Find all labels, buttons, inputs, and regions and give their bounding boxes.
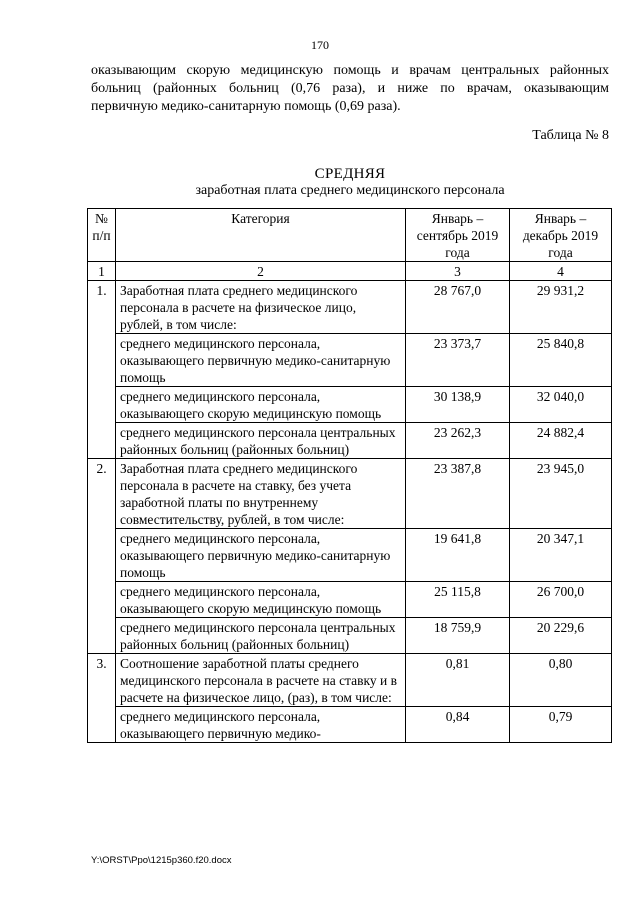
header-jan-sep: Январь – сентябрь 2019 года	[406, 209, 510, 262]
column-number: 1	[88, 262, 116, 281]
column-number: 4	[510, 262, 612, 281]
row-category: среднего медицинского персонала центральных районных больниц (районных больниц)	[116, 618, 406, 654]
salary-table	[87, 208, 612, 743]
table-subtitle: заработная плата среднего медицинского персонала	[195, 183, 505, 198]
row-category: Соотношение заработной платы среднего медицинского персонала в расчете на ставку и в расчете на физическое лицо, (раз), в том числе:	[116, 654, 406, 707]
row-category: Заработная плата среднего медицинского персонала в расчете на физическое лицо, рублей, в том числе:	[116, 281, 406, 334]
row-category: среднего медицинского персонала, оказывающего скорую медицинскую помощь	[116, 582, 406, 618]
table-row	[88, 423, 612, 459]
table-row	[88, 707, 612, 743]
row-category: среднего медицинского персонала, оказывающего скорую медицинскую помощь	[116, 387, 406, 423]
row-value-jan-sep: 19 641,8	[406, 529, 510, 582]
column-number-row	[88, 262, 612, 281]
row-category: Заработная плата среднего медицинского персонала в расчете на ставку, без учета заработной платы по внутреннему совместительству, рублей, в том числе:	[116, 459, 406, 529]
table-label: Таблица № 8	[532, 128, 609, 143]
row-category: среднего медицинского персонала центральных районных больниц (районных больниц)	[116, 423, 406, 459]
column-number: 2	[116, 262, 406, 281]
row-value-jan-sep: 23 387,8	[406, 459, 510, 529]
file-path-footer: Y:\ORST\Ppo\1215p360.f20.docx	[91, 855, 232, 866]
intro-line: больниц (районных больниц (0,76 раза), и ниже по врачам, оказывающим	[91, 81, 609, 96]
row-value-jan-dec: 23 945,0	[510, 459, 612, 529]
row-category: среднего медицинского персонала, оказывающего первичную медико-санитарную помощь	[116, 334, 406, 387]
table-row	[88, 281, 612, 334]
intro-line: оказывающим скорую медицинскую помощь и врачам центральных районных	[91, 63, 609, 78]
header-row	[88, 209, 612, 262]
table-header	[88, 209, 612, 281]
table-row	[88, 654, 612, 707]
row-value-jan-dec: 0,80	[510, 654, 612, 707]
table-title: СРЕДНЯЯ	[314, 166, 386, 182]
row-value-jan-sep: 23 373,7	[406, 334, 510, 387]
page-number: 170	[311, 38, 329, 52]
row-number: 1.	[88, 281, 116, 459]
row-value-jan-dec: 25 840,8	[510, 334, 612, 387]
intro-paragraph	[91, 62, 609, 116]
table-row	[88, 618, 612, 654]
row-number: 2.	[88, 459, 116, 654]
row-value-jan-dec: 24 882,4	[510, 423, 612, 459]
row-value-jan-sep: 0,84	[406, 707, 510, 743]
row-value-jan-sep: 28 767,0	[406, 281, 510, 334]
row-value-jan-sep: 18 759,9	[406, 618, 510, 654]
row-category: среднего медицинского персонала, оказывающего первичную медико-санитарную помощь	[116, 529, 406, 582]
row-value-jan-dec: 26 700,0	[510, 582, 612, 618]
row-value-jan-sep: 25 115,8	[406, 582, 510, 618]
header-jan-dec: Январь – декабрь 2019 года	[510, 209, 612, 262]
row-number: 3.	[88, 654, 116, 743]
table-row	[88, 529, 612, 582]
table-row	[88, 387, 612, 423]
row-value-jan-dec: 20 347,1	[510, 529, 612, 582]
row-value-jan-dec: 20 229,6	[510, 618, 612, 654]
column-number: 3	[406, 262, 510, 281]
row-value-jan-dec: 0,79	[510, 707, 612, 743]
table-body	[88, 281, 612, 743]
row-value-jan-sep: 30 138,9	[406, 387, 510, 423]
row-value-jan-dec: 29 931,2	[510, 281, 612, 334]
row-value-jan-sep: 23 262,3	[406, 423, 510, 459]
table-row	[88, 459, 612, 529]
intro-line: первичную медико-санитарную помощь (0,69 раза).	[91, 99, 401, 114]
row-value-jan-dec: 32 040,0	[510, 387, 612, 423]
row-category: среднего медицинского персонала, оказывающего первичную медико-	[116, 707, 406, 743]
table-row	[88, 334, 612, 387]
table-row	[88, 582, 612, 618]
header-number: № п/п	[88, 209, 116, 262]
row-value-jan-sep: 0,81	[406, 654, 510, 707]
header-category: Категория	[116, 209, 406, 262]
